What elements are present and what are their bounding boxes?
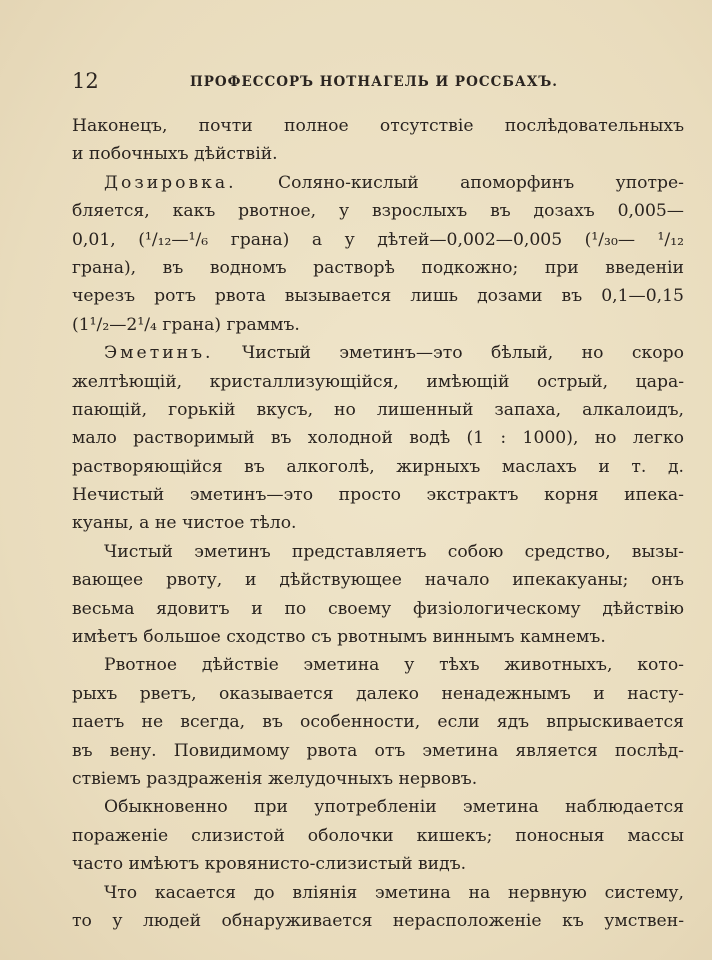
text-line: [72, 453, 684, 481]
line-text: куаны, а не чистое тѣло.: [72, 513, 297, 534]
text-line: [72, 112, 684, 140]
text-line: [72, 907, 684, 935]
text-line: [72, 651, 684, 679]
text-line: [72, 140, 684, 168]
line-text: рыхъ рветъ, оказывается далеко ненадежнымъ и насту-: [72, 683, 684, 704]
body-text: [72, 112, 684, 935]
line-text: въ вену. Повидимому рвота отъ эметина является послѣд-: [72, 740, 684, 761]
line-text: имѣетъ большое сходство съ рвотнымъ виннымъ камнемъ.: [72, 627, 606, 648]
line-text: грана), въ водномъ растворѣ подкожно; при введеніи: [72, 257, 684, 278]
line-text: пающій, горькій вкусъ, но лишенный запаха, алкалоидъ,: [72, 399, 684, 420]
line-text: весьма ядовитъ и по своему физіологическому дѣйствію: [72, 598, 684, 619]
line-text: черезъ ротъ рвота вызывается лишь дозами въ 0,1—0,15: [72, 286, 684, 307]
line-text: и побочныхъ дѣйствій.: [72, 144, 278, 165]
line-text: часто имѣютъ кровянисто-слизистый видъ.: [72, 854, 467, 875]
text-line: [72, 339, 684, 367]
text-line: [72, 396, 684, 424]
text-line: [72, 850, 684, 878]
line-text: вающее рвоту, и дѣйствующее начало ипекакуаны; онъ: [72, 570, 684, 591]
text-line: [72, 595, 684, 623]
text-line: [72, 311, 684, 339]
text-line: [72, 566, 684, 594]
line-text: пораженіе слизистой оболочки кишекъ; поносныя массы: [72, 825, 684, 846]
line-text: Рвотное дѣйствіе эметина у тѣхъ животныхъ, кото-: [104, 655, 684, 676]
page-number: 12: [72, 69, 99, 93]
spaced-term: Дозировка.: [104, 172, 237, 193]
line-text: (1¹/₂—2¹/₄ грана) граммъ.: [72, 314, 300, 335]
line-text: желтѣющій, кристаллизующійся, имѣющій острый, цара-: [72, 371, 684, 392]
text-line: [72, 680, 684, 708]
line-text: Чистый эметинъ—это бѣлый, но скоро: [213, 343, 684, 364]
text-line: [72, 708, 684, 736]
line-text: Обыкновенно при употребленіи эметина наблюдается: [104, 797, 684, 818]
line-text: ствіемъ раздраженія желудочныхъ нервовъ.: [72, 768, 478, 789]
text-line: [72, 282, 684, 310]
page-header: [72, 66, 684, 96]
text-line: [72, 424, 684, 452]
text-line: [72, 765, 684, 793]
line-text: то у людей обнаруживается нерасположеніе къ умствен-: [72, 910, 684, 931]
line-text: паетъ не всегда, въ особенности, если ядъ впрыскивается: [72, 712, 684, 733]
text-line: [72, 879, 684, 907]
text-line: [72, 481, 684, 509]
text-line: [72, 623, 684, 651]
text-line: [72, 197, 684, 225]
line-text: Что касается до вліянія эметина на нервную систему,: [104, 882, 684, 903]
text-line: [72, 226, 684, 254]
text-line: [72, 793, 684, 821]
line-text: 0,01, (¹/₁₂—¹/₆ грана) а у дѣтей—0,002—0,005 (¹/₃₀— ¹/₁₂: [72, 229, 684, 250]
line-text: Чистый эметинъ представляетъ собою средство, вызы-: [104, 541, 684, 562]
line-text: Соляно-кислый апоморфинъ употре-: [236, 172, 684, 193]
line-text: мало растворимый въ холодной водѣ (1 : 1000), но легко: [72, 428, 684, 449]
text-line: [72, 538, 684, 566]
text-line: [72, 254, 684, 282]
text-line: [72, 368, 684, 396]
running-head: ПРОФЕССОРЪ НОТНАГЕЛЬ И РОССБАХЪ.: [190, 74, 558, 90]
text-line: [72, 169, 684, 197]
spaced-term: Эметинъ.: [104, 343, 214, 364]
line-text: Наконецъ, почти полное отсутствіе послѣдовательныхъ: [72, 116, 684, 136]
line-text: бляется, какъ рвотное, у взрослыхъ въ дозахъ 0,005—: [72, 201, 684, 222]
line-text: растворяющійся въ алкоголѣ, жирныхъ маслахъ и т. д.: [72, 456, 684, 477]
text-line: [72, 509, 684, 537]
text-line: [72, 822, 684, 850]
line-text: Нечистый эметинъ—это просто экстрактъ корня ипека-: [72, 485, 684, 506]
text-line: [72, 737, 684, 765]
